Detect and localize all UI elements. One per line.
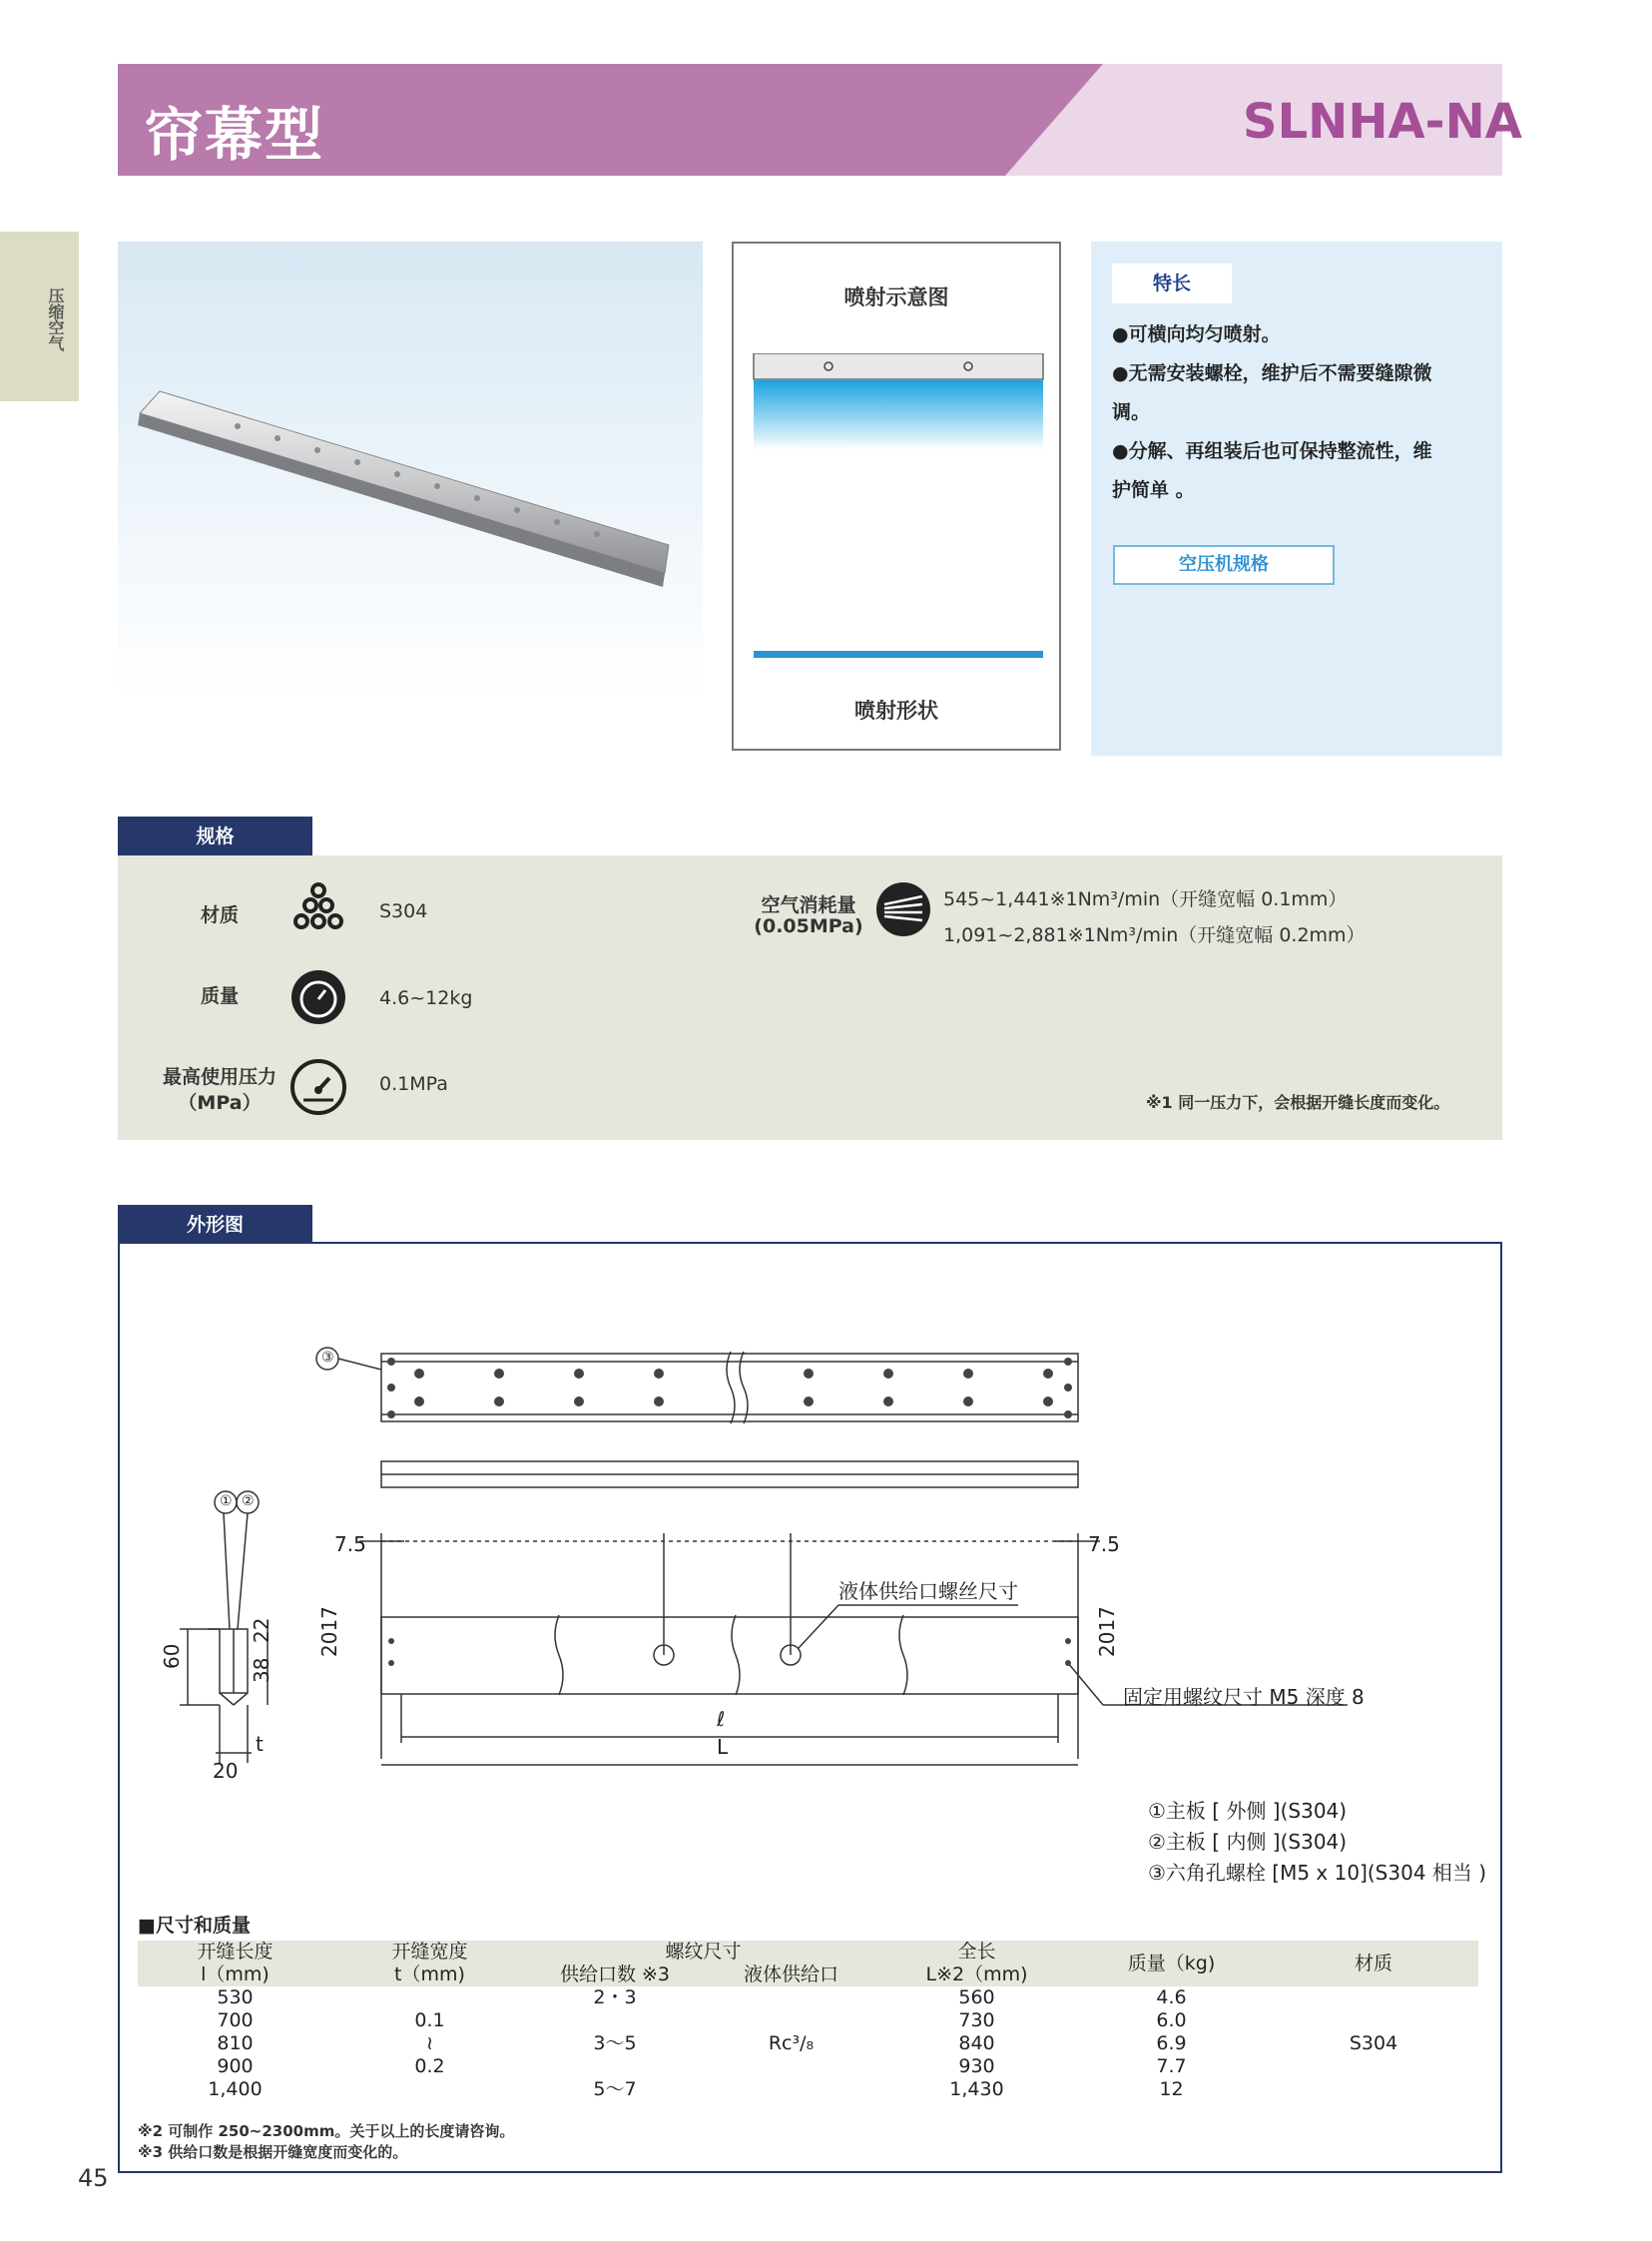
spray-diagram-title: 喷射示意图 xyxy=(843,285,949,309)
cell-ports xyxy=(527,2009,703,2032)
cell-ports xyxy=(527,2055,703,2078)
cell-material xyxy=(1269,1986,1478,2009)
cell-mass: 6.9 xyxy=(1156,2032,1187,2054)
table-row xyxy=(138,1986,1478,2009)
legend-item-2: ②主板 [ 内侧 ](S304) xyxy=(1148,1830,1348,1854)
cell-slit-length: 810 xyxy=(217,2032,254,2054)
feature-line: ●分解、再组装后也可保持整流性，维 xyxy=(1112,440,1432,462)
pressure-label: 最高使用压力 xyxy=(162,1066,276,1088)
callout-1: ① xyxy=(220,1493,233,1509)
outline-section-tab: 外形图 xyxy=(118,1205,312,1245)
callout-3: ③ xyxy=(321,1350,334,1366)
cell-material: S304 xyxy=(1349,2032,1398,2054)
side-category-tab[interactable] xyxy=(0,232,79,401)
header-total-length-unit: L※2（mm) xyxy=(879,1963,1074,1986)
feature-line: 调。 xyxy=(1112,401,1151,423)
header-thread-size: 螺纹尺寸 xyxy=(527,1941,879,1963)
cell-slit-width: 0.2 xyxy=(414,2055,445,2077)
spec-section-tab: 规格 xyxy=(118,817,312,856)
cell-material xyxy=(1269,2009,1478,2032)
dim-22: 22 xyxy=(250,1617,274,1643)
features-title: 特长 xyxy=(1112,264,1232,303)
feature-line: ●可横向均匀喷射。 xyxy=(1112,323,1281,345)
cell-material xyxy=(1269,2055,1478,2078)
table-title: ■尺寸和质量 xyxy=(138,1915,251,1937)
cell-total: 730 xyxy=(958,2009,995,2031)
header-slit-length: 开缝长度 xyxy=(138,1941,332,1963)
cell-liquid xyxy=(703,2055,879,2078)
dim-slit-length: ℓ xyxy=(717,1707,726,1731)
cell-liquid xyxy=(703,1986,879,2009)
page-number: 45 xyxy=(78,2164,109,2192)
cell-total: 1,430 xyxy=(949,2078,1004,2100)
air-consumption-note: ※1 同一压力下，会根据开缝长度而变化。 xyxy=(1146,1093,1450,1112)
product-photo xyxy=(118,242,703,697)
spray-illustration xyxy=(734,353,1059,713)
page-title: 帘幕型 xyxy=(145,101,325,169)
cell-ports: 5～7 xyxy=(593,2078,637,2100)
mass-icon xyxy=(289,968,347,1026)
cell-liquid xyxy=(703,2078,879,2101)
cell-ports: 3～5 xyxy=(593,2032,637,2054)
cell-material xyxy=(1269,2078,1478,2101)
header-slit-length-unit: l（mm) xyxy=(138,1963,332,1986)
table-note-3: ※3 供给口数是根据开缝宽度而变化的。 xyxy=(138,2143,408,2161)
cell-mass: 4.6 xyxy=(1156,1986,1187,2008)
cell-slit-length: 900 xyxy=(217,2055,254,2077)
table-row xyxy=(138,2055,1478,2078)
dim-total-length: L xyxy=(717,1735,729,1759)
header-slit-width: 开缝宽度 xyxy=(332,1941,527,1963)
cell-slit-width xyxy=(332,2078,527,2101)
cell-mass: 12 xyxy=(1159,2078,1184,2100)
air-flow-icon xyxy=(874,880,932,938)
pressure-value: 0.1MPa xyxy=(379,1073,448,1095)
cell-liquid xyxy=(703,2009,879,2032)
spray-shape-label: 喷射形状 xyxy=(854,699,938,723)
material-icon xyxy=(289,882,347,940)
dim-20: 20 xyxy=(213,1759,239,1783)
feature-line: 护简单 。 xyxy=(1112,479,1195,501)
cell-slit-width: ≀ xyxy=(425,2032,434,2054)
cell-total: 930 xyxy=(958,2055,995,2077)
header-total-length: 全长 xyxy=(879,1941,1074,1963)
legend-item-1: ①主板 [ 外侧 ](S304) xyxy=(1148,1799,1348,1823)
air-consumption-label: 空气消耗量 xyxy=(761,894,856,916)
dim-20-17-right: 2017 xyxy=(1095,1606,1119,1657)
model-number: SLNHA-NA xyxy=(1243,94,1522,150)
dim-38: 38 xyxy=(250,1657,274,1683)
cell-slit-length: 700 xyxy=(217,2009,254,2031)
liquid-port-callout: 液体供给口螺丝尺寸 xyxy=(838,1579,1018,1603)
cell-liquid: Rc³/₈ xyxy=(768,2032,815,2054)
fixing-thread-callout: 固定用螺纹尺寸 M5 深度 8 xyxy=(1123,1685,1365,1709)
dim-60: 60 xyxy=(160,1643,184,1669)
callout-2: ② xyxy=(242,1493,255,1509)
compressor-spec-button[interactable]: 空压机规格 xyxy=(1113,545,1335,585)
cell-slit-width xyxy=(332,1986,527,2009)
cell-mass: 6.0 xyxy=(1156,2009,1187,2031)
air-consumption-pressure: (0.05MPa) xyxy=(754,915,863,937)
header-liquid-port: 液体供给口 xyxy=(703,1963,879,1986)
material-value: S304 xyxy=(379,900,428,922)
table-note-2: ※2 可制作 250~2300mm。关于以上的长度请咨询。 xyxy=(138,2122,515,2140)
legend-item-3: ③六角孔螺栓 [M5 x 10](S304 相当 ) xyxy=(1148,1861,1487,1885)
pressure-gauge-icon xyxy=(289,1058,347,1116)
cell-slit-width: 0.1 xyxy=(414,2009,445,2031)
dim-7-5-left: 7.5 xyxy=(334,1532,366,1556)
table-row xyxy=(138,2032,1478,2055)
side-category-label: 压缩空气 xyxy=(46,287,65,351)
nozzle-bar-image xyxy=(118,242,703,697)
mass-label: 质量 xyxy=(200,985,239,1007)
table-row xyxy=(138,2009,1478,2032)
dimension-table xyxy=(138,1941,1478,2101)
cell-slit-length: 530 xyxy=(217,1986,254,2008)
cell-mass: 7.7 xyxy=(1156,2055,1187,2077)
header-supply-ports: 供给口数 ※3 xyxy=(527,1963,703,1986)
mass-value: 4.6~12kg xyxy=(379,987,473,1009)
spray-diagram-panel xyxy=(732,242,1061,751)
material-label: 材质 xyxy=(200,904,239,926)
header-mass: 质量（kg) xyxy=(1074,1941,1269,1986)
dim-20-17-left: 2017 xyxy=(317,1606,341,1657)
table-row xyxy=(138,2078,1478,2101)
cell-slit-length: 1,400 xyxy=(208,2078,263,2100)
dim-t: t xyxy=(256,1732,264,1756)
header-material: 材质 xyxy=(1269,1941,1478,1986)
dim-7-5-right: 7.5 xyxy=(1088,1532,1120,1556)
feature-line: ●无需安装螺栓，维护后不需要缝隙微 xyxy=(1112,362,1432,384)
header-slit-width-unit: t（mm) xyxy=(332,1963,527,1986)
pressure-unit-label: （MPa） xyxy=(178,1092,262,1114)
cell-ports: 2・3 xyxy=(593,1986,637,2008)
air-consumption-value-2: 1,091~2,881※1Nm³/min（开缝宽幅 0.2mm） xyxy=(943,924,1366,946)
cell-total: 560 xyxy=(958,1986,995,2008)
cell-total: 840 xyxy=(958,2032,995,2054)
air-consumption-value-1: 545~1,441※1Nm³/min（开缝宽幅 0.1mm） xyxy=(943,888,1348,910)
